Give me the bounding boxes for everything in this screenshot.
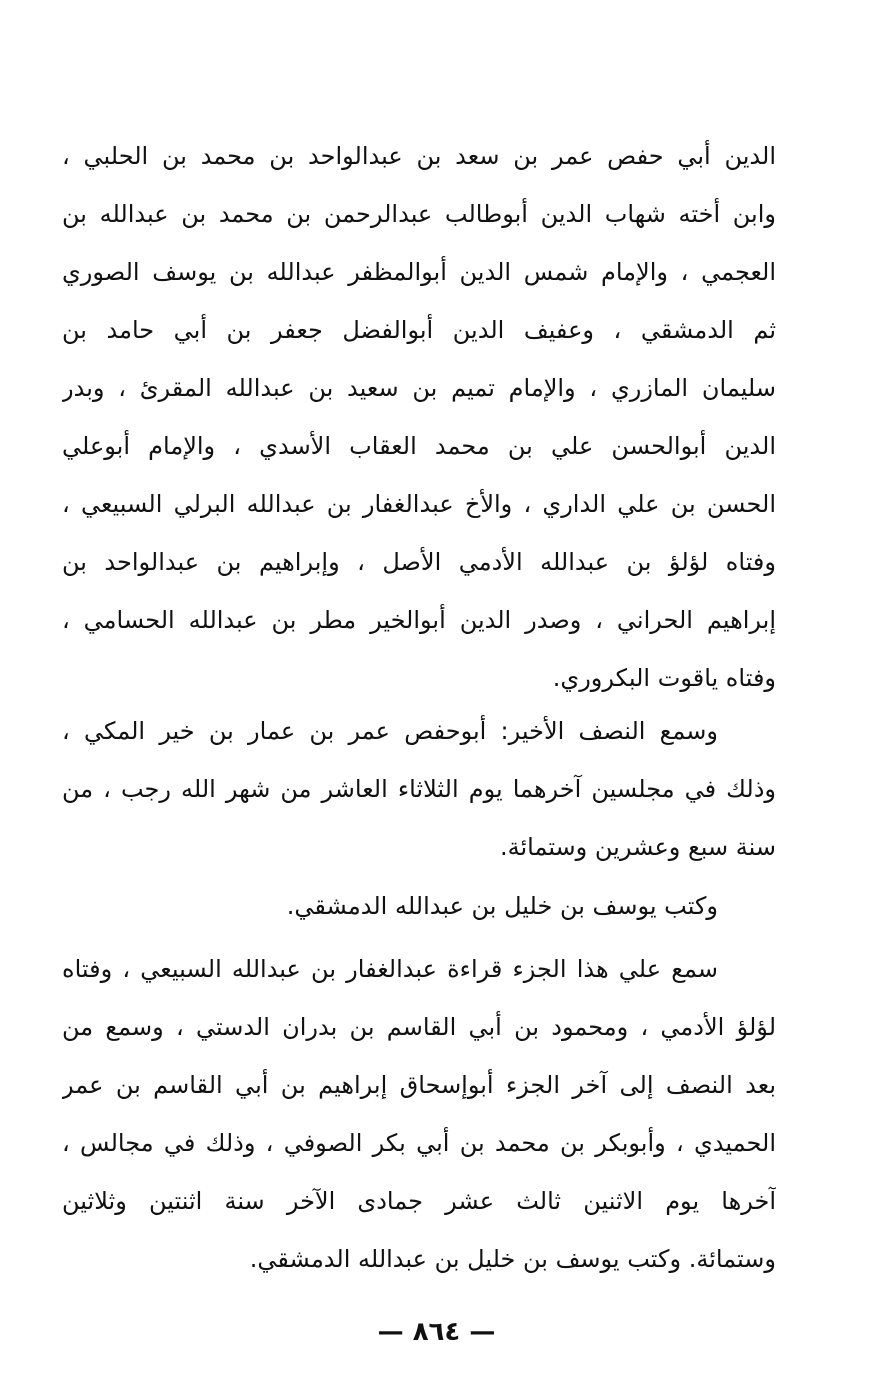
text-line: سنة سبع وعشرين وستمائة. [499,833,776,861]
text-line: سمع علي هذا الجزء قراءة عبدالغفار بن عبدالله السبيعي ، وفتاه [62,955,718,983]
paragraph-scribe-note [62,877,776,935]
text-line: آخرها يوم الاثنين ثالث عشر جمادى الآخر سنة اثنتين وثلاثين [62,1187,776,1215]
paragraph-names-list [62,127,776,707]
text-line: وستمائة. وكتب يوسف بن خليل بن عبدالله الدمشقي. [249,1245,776,1273]
text-line: وذلك في مجلسين آخرهما يوم الثلاثاء العاشر من شهر الله رجب ، من [62,775,776,803]
paragraph-audition-note [62,940,776,1288]
text-line: بعد النصف إلى آخر الجزء أبوإسحاق إبراهيم بن أبي القاسم بن عمر [62,1071,776,1099]
text-line: الدين أبي حفص عمر بن سعد بن عبدالواحد بن محمد بن الحلبي ، [62,142,776,170]
text-line: إبراهيم الحراني ، وصدر الدين أبوالخير مطر بن عبدالله الحسامي ، [62,606,776,634]
page-number: — ٨٦٤ — [377,1317,496,1347]
text-line: الدين أبوالحسن علي بن محمد العقاب الأسدي ، والإمام أبوعلي [62,432,776,460]
paragraph-second-half [62,702,776,876]
text-line: الحسن بن علي الداري ، والأخ عبدالغفار بن عبدالله البرلي السبيعي ، [62,490,776,518]
text-line: وكتب يوسف بن خليل بن عبدالله الدمشقي. [286,892,718,920]
text-line: وسمع النصف الأخير: أبوحفص عمر بن عمار بن خير المكي ، [62,717,718,745]
text-line: وفتاه لؤلؤ بن عبدالله الأدمي الأصل ، وإبراهيم بن عبدالواحد بن [62,548,776,576]
text-line: العجمي ، والإمام شمس الدين أبوالمظفر عبدالله بن يوسف الصوري [62,258,776,286]
text-line: وفتاه ياقوت البكروري. [552,664,776,692]
text-line: لؤلؤ الأدمي ، ومحمود بن أبي القاسم بن بدران الدستي ، وسمع من [62,1013,776,1041]
text-line: سليمان المازري ، والإمام تميم بن سعيد بن عبدالله المقرئ ، وبدر [62,374,776,402]
text-line: الحميدي ، وأبوبكر بن محمد بن أبي بكر الصوفي ، وذلك في مجالس ، [62,1129,776,1157]
text-line: وابن أخته شهاب الدين أبوطالب عبدالرحمن بن محمد بن عبدالله بن [62,200,776,228]
text-line: ثم الدمشقي ، وعفيف الدين أبوالفضل جعفر بن أبي حامد بن [62,316,776,344]
